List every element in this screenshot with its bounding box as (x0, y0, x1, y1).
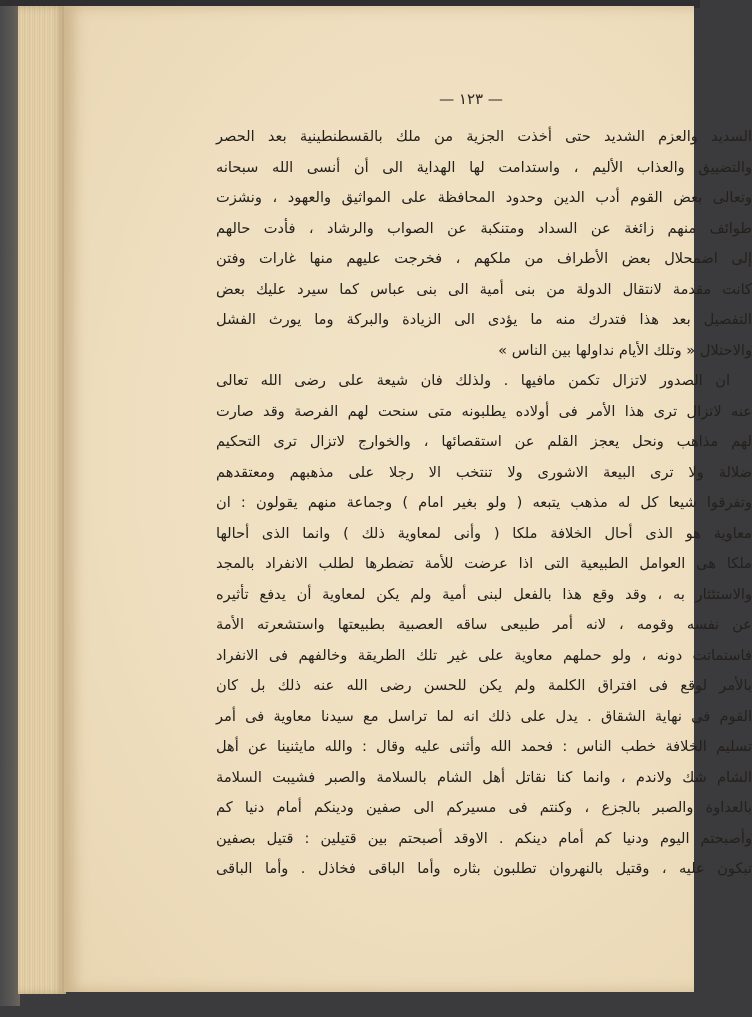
text-line: كانت مقدمة لانتقال الدولة من بنى أمية الى بنى عباس كما سيرد عليك بعض (216, 280, 752, 298)
text-line: والاستئثار به ، وقد وقع هذا بالفعل لبنى أمية ولم يكن لمعاوية أن يدفع تأثيره (216, 585, 752, 603)
text-line: تبكون عليه ، وقتيل بالنهروان تطلبون بثاره وأما الباقى فخاذل . وأما الباقى (216, 860, 752, 877)
book-spine (0, 6, 20, 1006)
text-line: ضلالة ولا ترى البيعة الاشورى ولا تنتخب الا رجلا على مذهبهم ومعتقدهم (216, 463, 752, 481)
text-line: وأصبحتم اليوم ودنيا كم أمام دينكم . الاوقد أصبحتم بين قتيلين : قتيل بصفين (216, 829, 752, 847)
text-line: ان الصدور لاتزال تكمن مافيها . ولذلك فان شيعة على رضى الله تعالى (216, 372, 730, 389)
page-edges (18, 6, 66, 994)
text-line: ملكا هى العوامل الطبيعية التى اذا عرضت للأمة تضطرها لطلب الانفراد بالمجد (216, 555, 752, 572)
text-line: والتضييق والعذاب الأليم ، واستدامت لها الهداية الى أن أنسى الله سبحانه (216, 158, 752, 176)
text-line: إلى اضمحلال بعض الأطراف من ملكهم ، فخرجت عليهم منها غارات وفتن (216, 250, 752, 267)
page-number: — ١٢٣ — (439, 90, 503, 108)
text-line: معاوية هو الذى أحال الخلافة ملكا ( وأنى لمعاوية ذلك ) وانما الذى أحالها (216, 524, 752, 542)
text-line: الشام شك ولاندم ، وانما كنا نقاتل أهل الشام بالسلامة والصبر فشيبت السلامة (216, 768, 752, 786)
text-line: القوم فى نهاية الشقاق . يدل على ذلك انه لما تراسل مع سيدنا معاوية فى أمر (216, 707, 752, 725)
text-line: تسليم الخلافة خطب الناس : فحمد الله وأثنى عليه وقال : والله مايثنينا عن أهل (216, 738, 752, 755)
text-line: عنه لاتزال ترى هذا الأمر فى أولاده يطلبونه متى سنحت لهم الفرصة وقد صارت (216, 402, 752, 420)
text-line: بالعداوة والصبر بالجزع ، وكنتم فى مسيركم الى صفين ودينكم أمام دنيا كم (216, 799, 752, 816)
text-line: طوائف منهم زائغة عن السداد ومتنكبة عن الصواب والرشاد ، فأدت حالهم (216, 219, 752, 237)
text-line: لهم مذاهب ونحل يعجز القلم عن استقصائها ، والخوارج لاتزال ترى التحكيم (216, 433, 752, 450)
text-line: التفصيل بعد هذا فتدرك منه ما يؤدى الى الزيادة والبركة وما يورث الفشل (216, 311, 752, 328)
text-line: والاحتلال « وتلك الأيام نداولها بين الناس » (498, 341, 752, 359)
text-line: وتعالى بعض القوم أدب الدين وحدود المحافظة على المواثيق والعهود ، ونشزت (216, 189, 752, 206)
text-line: فاستماتت دونه ، ولو حملهم معاوية على غير تلك الطريقة وخالفهم فى الانفراد (216, 646, 752, 664)
page-text-body (216, 122, 752, 885)
text-line: وتفرقوا شيعا كل له مذهب يتبعه ( ولو بغير امام ) وجماعة منهم يقولون : ان (216, 494, 752, 511)
book-page (64, 6, 752, 992)
text-line: السديد والعزم الشديد حتى أخذت الجزية من ملك بالقسطنطينية بعد الحصر (216, 128, 752, 145)
text-line: بالأمر لوقع فى افتراق الكلمة ولم يكن للحسن رضى الله عنه ذلك بل كان (216, 677, 752, 694)
text-line: عن نفسه وقومه ، لانه أمر طبيعى ساقه العصبية بطبيعتها واستشعرته الأمة (216, 616, 752, 633)
